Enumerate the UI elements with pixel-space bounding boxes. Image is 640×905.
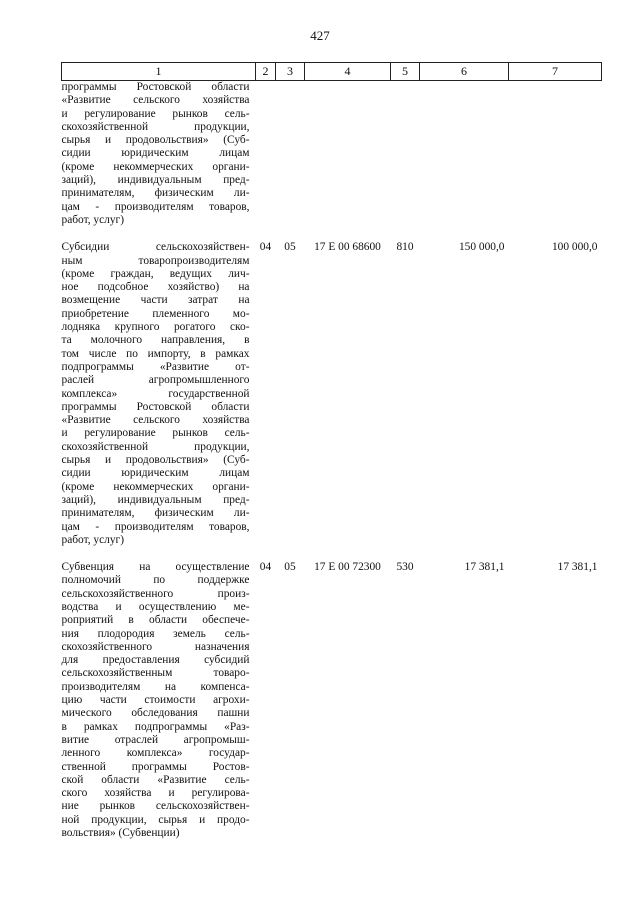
description-line: работ, услуг)	[61, 533, 125, 546]
table-row	[62, 81, 602, 228]
page-number: 427	[310, 28, 330, 43]
description-line: ное подсобное хозяйство) на	[61, 281, 250, 294]
description-line: скохозяйственного назначения	[61, 640, 250, 653]
row-description	[62, 241, 256, 547]
description-line: (кроме некоммерческих органи-	[61, 160, 250, 173]
description-line: (кроме граждан, ведущих лич-	[61, 267, 250, 280]
description-line: скохозяйственной продукции,	[61, 120, 250, 133]
description-line: полномочий по поддержке	[61, 574, 250, 587]
description-line: ленного комплекса» государ-	[61, 747, 250, 760]
cell-section: 04	[259, 241, 272, 254]
cell-section: 04	[259, 561, 272, 574]
column-header-1: 1	[62, 63, 256, 81]
cell-amount-2	[509, 81, 602, 228]
description-line: водства и осуществлению ме-	[61, 600, 250, 613]
description-line: ние рынков сельскохозяйствен-	[61, 800, 250, 813]
cell-expense-type: 810	[396, 241, 414, 254]
cell-amount-2: 100 000,0	[551, 241, 598, 254]
description-line: ной продукции, сырья и продо-	[61, 813, 250, 826]
table-row	[62, 241, 602, 547]
description-line: подпрограммы «Развитие от-	[61, 360, 250, 373]
description-line: мического обследования пашни	[61, 707, 250, 720]
description-line: цию части стоимости агрохи-	[61, 694, 250, 707]
table-row	[62, 561, 602, 840]
cell-section	[256, 81, 276, 228]
cell-amount-1	[420, 81, 509, 228]
description-line: цам - производителям товаров,	[61, 200, 250, 213]
description-line: ской области «Развитие сель-	[61, 773, 250, 786]
description-line: производителям на компенса-	[61, 680, 250, 693]
description-line: раслей агропромышленного	[61, 374, 250, 387]
description-line: лодняка крупного рогатого ско-	[61, 321, 250, 334]
description-line: принимателям, физическим ли-	[61, 187, 250, 200]
cell-subsection: 05	[284, 241, 296, 254]
description-line: та молочного направления, в	[61, 334, 250, 347]
description-line: комплекса» государственной	[61, 387, 250, 400]
description-line: заций), индивидуальным пред-	[61, 174, 250, 187]
description-line: возмещение части затрат на	[61, 294, 250, 307]
cell-target-article	[305, 81, 391, 228]
cell-amount-1: 150 000,0	[458, 241, 505, 254]
cell-target-article: 17 Е 00 72300	[314, 561, 381, 574]
description-line: ным товаропроизводителям	[61, 254, 250, 267]
description-line: витие отраслей агропромыш-	[61, 733, 250, 746]
description-line: и регулирование рынков сель-	[61, 427, 250, 440]
description-line: работ, услуг)	[61, 213, 125, 226]
column-header-6: 6	[420, 63, 509, 81]
column-header-5: 5	[391, 63, 420, 81]
row-spacer	[62, 227, 602, 241]
description-line: сырья и продовольствия» (Суб-	[61, 454, 250, 467]
description-line: Субвенция на осуществление	[61, 561, 250, 574]
column-header-4: 4	[305, 63, 391, 81]
column-header-7: 7	[509, 63, 602, 81]
description-line: программы Ростовской области	[61, 400, 250, 413]
description-line: (кроме некоммерческих органи-	[61, 480, 250, 493]
cell-expense-type: 530	[396, 561, 414, 574]
description-line: ния плодородия земель сель-	[61, 627, 250, 640]
description-line: сельскохозяйственным товаро-	[61, 667, 250, 680]
cell-subsection: 05	[284, 561, 296, 574]
cell-expense-type	[391, 81, 420, 228]
cell-subsection	[276, 81, 305, 228]
cell-target-article: 17 Е 00 68600	[314, 241, 381, 254]
description-line: программы Ростовской области	[61, 81, 250, 93]
cell-amount-1: 17 381,1	[464, 561, 505, 574]
description-line: роприятий в области обеспече-	[61, 614, 250, 627]
description-line: Субсидии сельскохозяйствен-	[61, 241, 250, 254]
description-line: сельскохозяйственного произ-	[61, 587, 250, 600]
cell-amount-2: 17 381,1	[557, 561, 598, 574]
description-line: сидии юридическим лицам	[61, 467, 250, 480]
description-line: в рамках подпрограммы «Раз-	[61, 720, 250, 733]
description-line: и регулирование рынков сель-	[61, 107, 250, 120]
description-line: сидии юридическим лицам	[61, 147, 250, 160]
column-header-3: 3	[276, 63, 305, 81]
row-description	[62, 81, 256, 228]
description-line: ственной программы Ростов-	[61, 760, 250, 773]
description-line: ского хозяйства и регулирова-	[61, 787, 250, 800]
row-description	[62, 561, 256, 840]
description-line: скохозяйственной продукции,	[61, 440, 250, 453]
description-line: «Развитие сельского хозяйства	[61, 94, 250, 107]
description-line: вольствия» (Субвенции)	[61, 827, 180, 840]
description-line: «Развитие сельского хозяйства	[61, 414, 250, 427]
table-header-row	[62, 63, 602, 81]
column-header-2: 2	[256, 63, 276, 81]
description-line: для предоставления субсидий	[61, 654, 250, 667]
budget-table	[61, 62, 602, 840]
row-spacer	[62, 547, 602, 561]
description-line: заций), индивидуальным пред-	[61, 493, 250, 506]
description-line: сырья и продовольствия» (Суб-	[61, 134, 250, 147]
description-line: цам - производителям товаров,	[61, 520, 250, 533]
description-line: том числе по импорту, в рамках	[61, 347, 250, 360]
description-line: принимателям, физическим ли-	[61, 507, 250, 520]
description-line: приобретение племенного мо-	[61, 307, 250, 320]
